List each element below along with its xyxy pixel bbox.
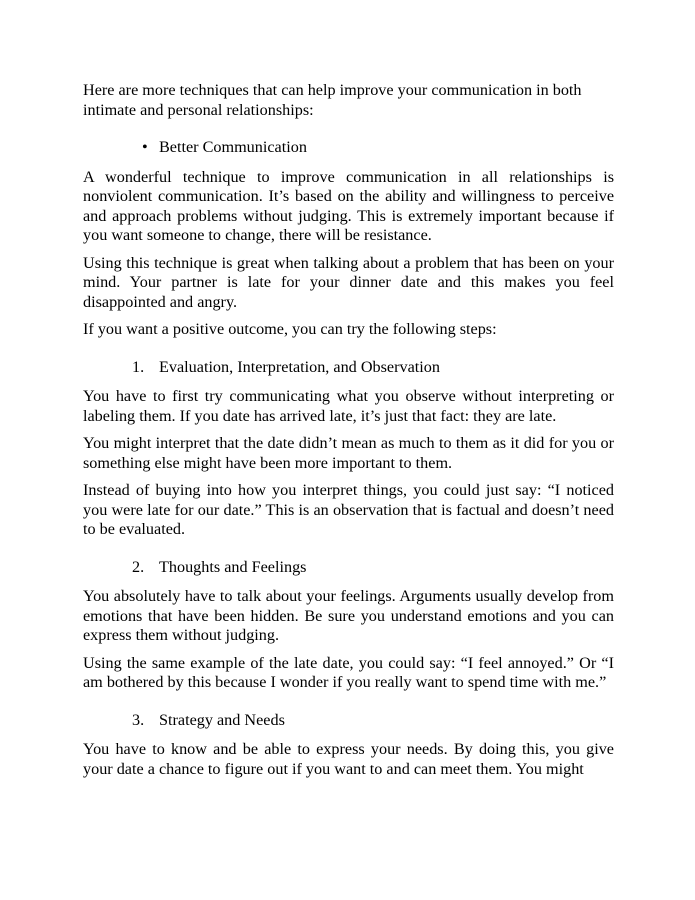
bullet-heading xyxy=(83,138,614,158)
step-number: 2. xyxy=(132,557,145,576)
step-title: Thoughts and Feelings xyxy=(159,557,307,576)
paragraph: Using this technique is great when talking about a problem that has been on your mind. Your partner is late for your dinner date and this makes you feel disappointed and angry. xyxy=(83,253,614,311)
bullet-icon: • xyxy=(142,138,148,156)
paragraph: If you want a positive outcome, you can try the following steps: xyxy=(83,320,497,338)
step-number: 1. xyxy=(132,357,145,376)
paragraph: Instead of buying into how you interpret things, you could just say: “I noticed you were late for our date.” This is an observation that is factual and doesn’t need to be evaluated. xyxy=(83,481,614,538)
bullet-heading-text: Better Communication xyxy=(159,138,307,156)
paragraph: You might interpret that the date didn’t mean as much to them as it did for you or something else might have been more important to them. xyxy=(83,434,614,472)
paragraph: Using the same example of the late date, you could say: “I feel annoyed.” Or “I am bothered by this because I wonder if you really want to spend time with me.” xyxy=(83,653,614,691)
step-title: Evaluation, Interpretation, and Observation xyxy=(159,357,440,376)
paragraph: You have to know and be able to express your needs. By doing this, you give your date a chance to figure out if you want to and can meet them. You might xyxy=(83,740,614,778)
document-page xyxy=(83,81,614,787)
step-title: Strategy and Needs xyxy=(159,710,285,729)
step-number: 3. xyxy=(132,710,145,729)
step-heading-2 xyxy=(83,558,614,578)
paragraph: A wonderful technique to improve communication in all relationships is nonviolent communication. It’s based on the ability and willingness to perceive and approach problems without judging. This is extremely important because if you want someone to change, there will be resistance. xyxy=(83,167,614,244)
paragraph: You absolutely have to talk about your feelings. Arguments usually develop from emotions that have been hidden. Be sure you understand emotions and you can express them without judging. xyxy=(83,587,614,644)
paragraph: You have to first try communicating what you observe without interpreting or labeling them. If you date has arrived late, it’s just that fact: they are late. xyxy=(83,387,614,425)
step-heading-1 xyxy=(83,358,614,378)
intro-paragraph: Here are more techniques that can help improve your communication in both intimate and personal relationships: xyxy=(83,81,582,119)
step-heading-3 xyxy=(83,711,614,731)
